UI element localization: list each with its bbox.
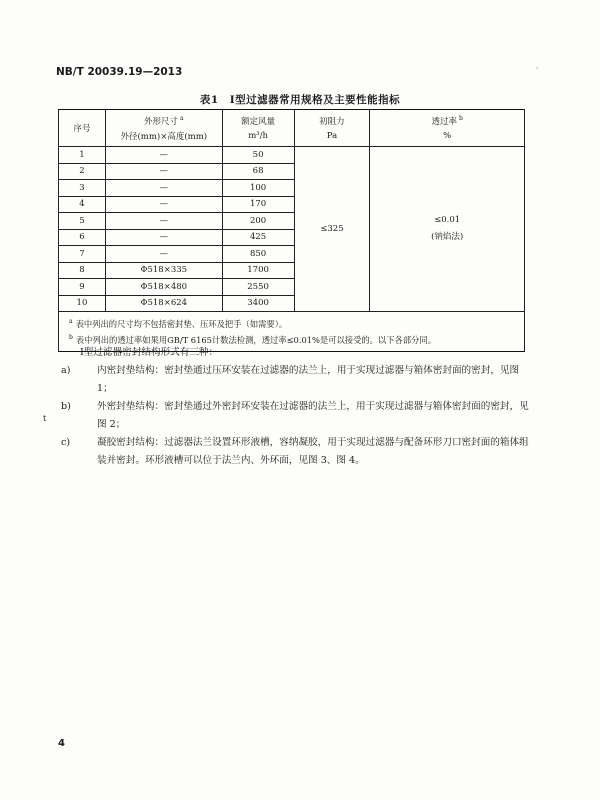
intro-paragraph: Ⅰ型过滤器密封结构形式有三种： <box>80 347 219 358</box>
table-note: $^b$ 表中列出的透过率如果用GB/T 6165计数法检测，透过率≤0.01%是可以接受的。以下各部分同。 <box>69 333 437 345</box>
header-size: 外形尺寸 $^a$ <box>105 110 222 129</box>
cell-size: — <box>105 147 222 164</box>
cell-resistance-merged: ≤325 <box>294 147 370 312</box>
header-penetration: 透过率 $^b$ <box>370 110 525 129</box>
penetration-method: (钠焰法) <box>431 232 464 242</box>
cell-seq: 6 <box>59 229 106 246</box>
cell-seq: 2 <box>59 163 106 180</box>
list-item-text: 内密封垫结构：密封垫通过压环安装在过滤器的法兰上，用于实现过滤器与箱体密封面的密封，见图 1； <box>97 365 520 394</box>
list-item-text: 外密封垫结构：密封垫通过外密封环安装在过滤器的法兰上，用于实现过滤器与箱体密封面的密封，见图 2； <box>97 401 529 430</box>
table-note: $^a$ 表中列出的尺寸均不包括密封垫、压环及把手（如需要）。 <box>69 318 288 329</box>
cell-size: — <box>105 246 222 263</box>
cell-size: Φ518×624 <box>105 295 222 312</box>
cell-flow: 1700 <box>222 262 294 279</box>
cell-flow: 850 <box>222 246 294 263</box>
cell-penetration-merged <box>370 147 525 312</box>
header-size-unit: 外径(mm)×高度(mm) <box>105 128 222 147</box>
list-item <box>61 434 530 470</box>
cell-seq: 7 <box>59 246 106 263</box>
cell-flow: 100 <box>222 180 294 197</box>
cell-size: — <box>105 196 222 213</box>
header-flow-unit: m³/h <box>222 128 294 147</box>
cell-size: — <box>105 229 222 246</box>
cell-size: Φ518×480 <box>105 279 222 296</box>
cell-flow: 3400 <box>222 295 294 312</box>
cell-flow: 2550 <box>222 279 294 296</box>
cell-seq: 5 <box>59 213 106 230</box>
standard-code: NB/T 20039.19—2013 <box>56 66 183 78</box>
cell-flow: 68 <box>222 163 294 180</box>
list-item <box>61 362 530 398</box>
cell-flow: 425 <box>222 229 294 246</box>
body-section <box>61 344 530 470</box>
header-penetration-unit: % <box>370 128 525 147</box>
cell-flow: 200 <box>222 213 294 230</box>
cell-size: — <box>105 163 222 180</box>
penetration-value: ≤0.01 <box>434 215 461 225</box>
cell-size: Φ518×335 <box>105 262 222 279</box>
cell-seq: 8 <box>59 262 106 279</box>
list-item-label: a) <box>61 365 71 376</box>
cell-size: — <box>105 180 222 197</box>
spec-table <box>58 109 525 352</box>
list-item <box>61 398 530 434</box>
cell-seq: 10 <box>59 295 106 312</box>
list-item-label: b) <box>61 401 71 412</box>
page-number: 4 <box>58 738 65 749</box>
table-header-row-2 <box>59 128 525 147</box>
cell-seq: 3 <box>59 180 106 197</box>
list-item-text: 凝胶密封结构：过滤器法兰设置环形液槽，容纳凝胶，用于实现过滤器与配备环形刀口密封面的箱体组装并密封。环形液槽可以位于法兰内、外环面，见图 3、图 4。 <box>97 437 529 466</box>
table-row <box>59 147 525 164</box>
cell-seq: 1 <box>59 147 106 164</box>
header-flow: 额定风量 <box>222 110 294 129</box>
header-seq: 序号 <box>59 110 106 147</box>
cell-flow: 50 <box>222 147 294 164</box>
cell-flow: 170 <box>222 196 294 213</box>
cell-seq: 4 <box>59 196 106 213</box>
table-title: 表1 Ⅰ型过滤器常用规格及主要性能指标 <box>199 94 401 106</box>
list-item-label: c) <box>61 437 71 448</box>
header-resistance: 初阻力 <box>294 110 370 129</box>
cell-seq: 9 <box>59 279 106 296</box>
margin-mark: t <box>43 414 47 423</box>
scan-mark: ' <box>536 66 539 75</box>
cell-size: — <box>105 213 222 230</box>
header-resistance-unit: Pa <box>294 128 370 147</box>
table-header-row-1 <box>59 110 525 129</box>
